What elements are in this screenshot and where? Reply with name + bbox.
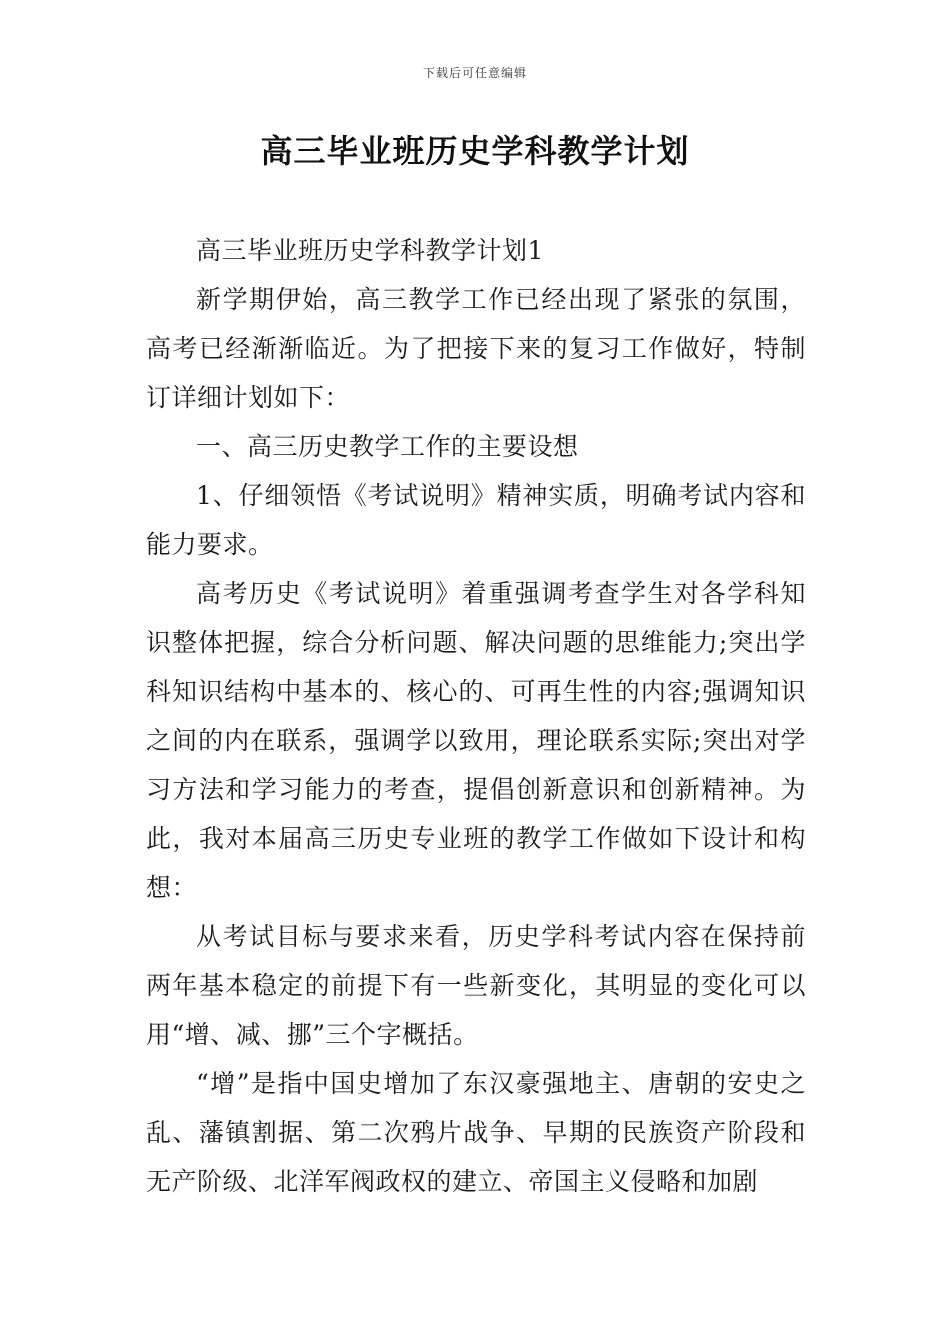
paragraph-intro: 新学期伊始，高三教学工作已经出现了紧张的氛围，高考已经渐渐临近。为了把接下来的复习工作做好，特制订详细计划如下： [146, 285, 806, 412]
document-body [146, 226, 806, 1206]
paragraph-exam-guide: 高考历史《考试说明》着重强调考查学生对各学科知识整体把握，综合分析问题、解决问题的思维能力;突出学科知识结构中基本的、核心的、可再生性的内容;强调知识之间的内在联系，强调学以致用，理论联系实际;突出对学习方法和学习能力的考查，提倡创新意识和创新精神。为此，我对本届高三历史专业班的教学工作做如下设计和构想： [146, 579, 806, 902]
paragraph-exam-changes: 从考试目标与要求来看，历史学科考试内容在保持前两年基本稳定的前提下有一些新变化，其明显的变化可以用“增、减、挪”三个字概括。 [146, 922, 806, 1049]
paragraph-subtitle: 高三毕业班历史学科教学计划1 [196, 236, 544, 265]
paragraph-item-1: 1、仔细领悟《考试说明》精神实质，明确考试内容和能力要求。 [146, 481, 806, 559]
paragraph-increase: “增”是指中国史增加了东汉豪强地主、唐朝的安史之乱、藩镇割据、第二次鸦片战争、早期的民族资产阶段和无产阶级、北洋军阀政权的建立、帝国主义侵略和加剧 [146, 1069, 806, 1196]
header-note: 下载后可任意编辑 [422, 66, 527, 80]
document-title: 高三毕业班历史学科教学计划 [260, 132, 690, 170]
paragraph-section-heading: 一、高三历史教学工作的主要设想 [196, 432, 579, 461]
